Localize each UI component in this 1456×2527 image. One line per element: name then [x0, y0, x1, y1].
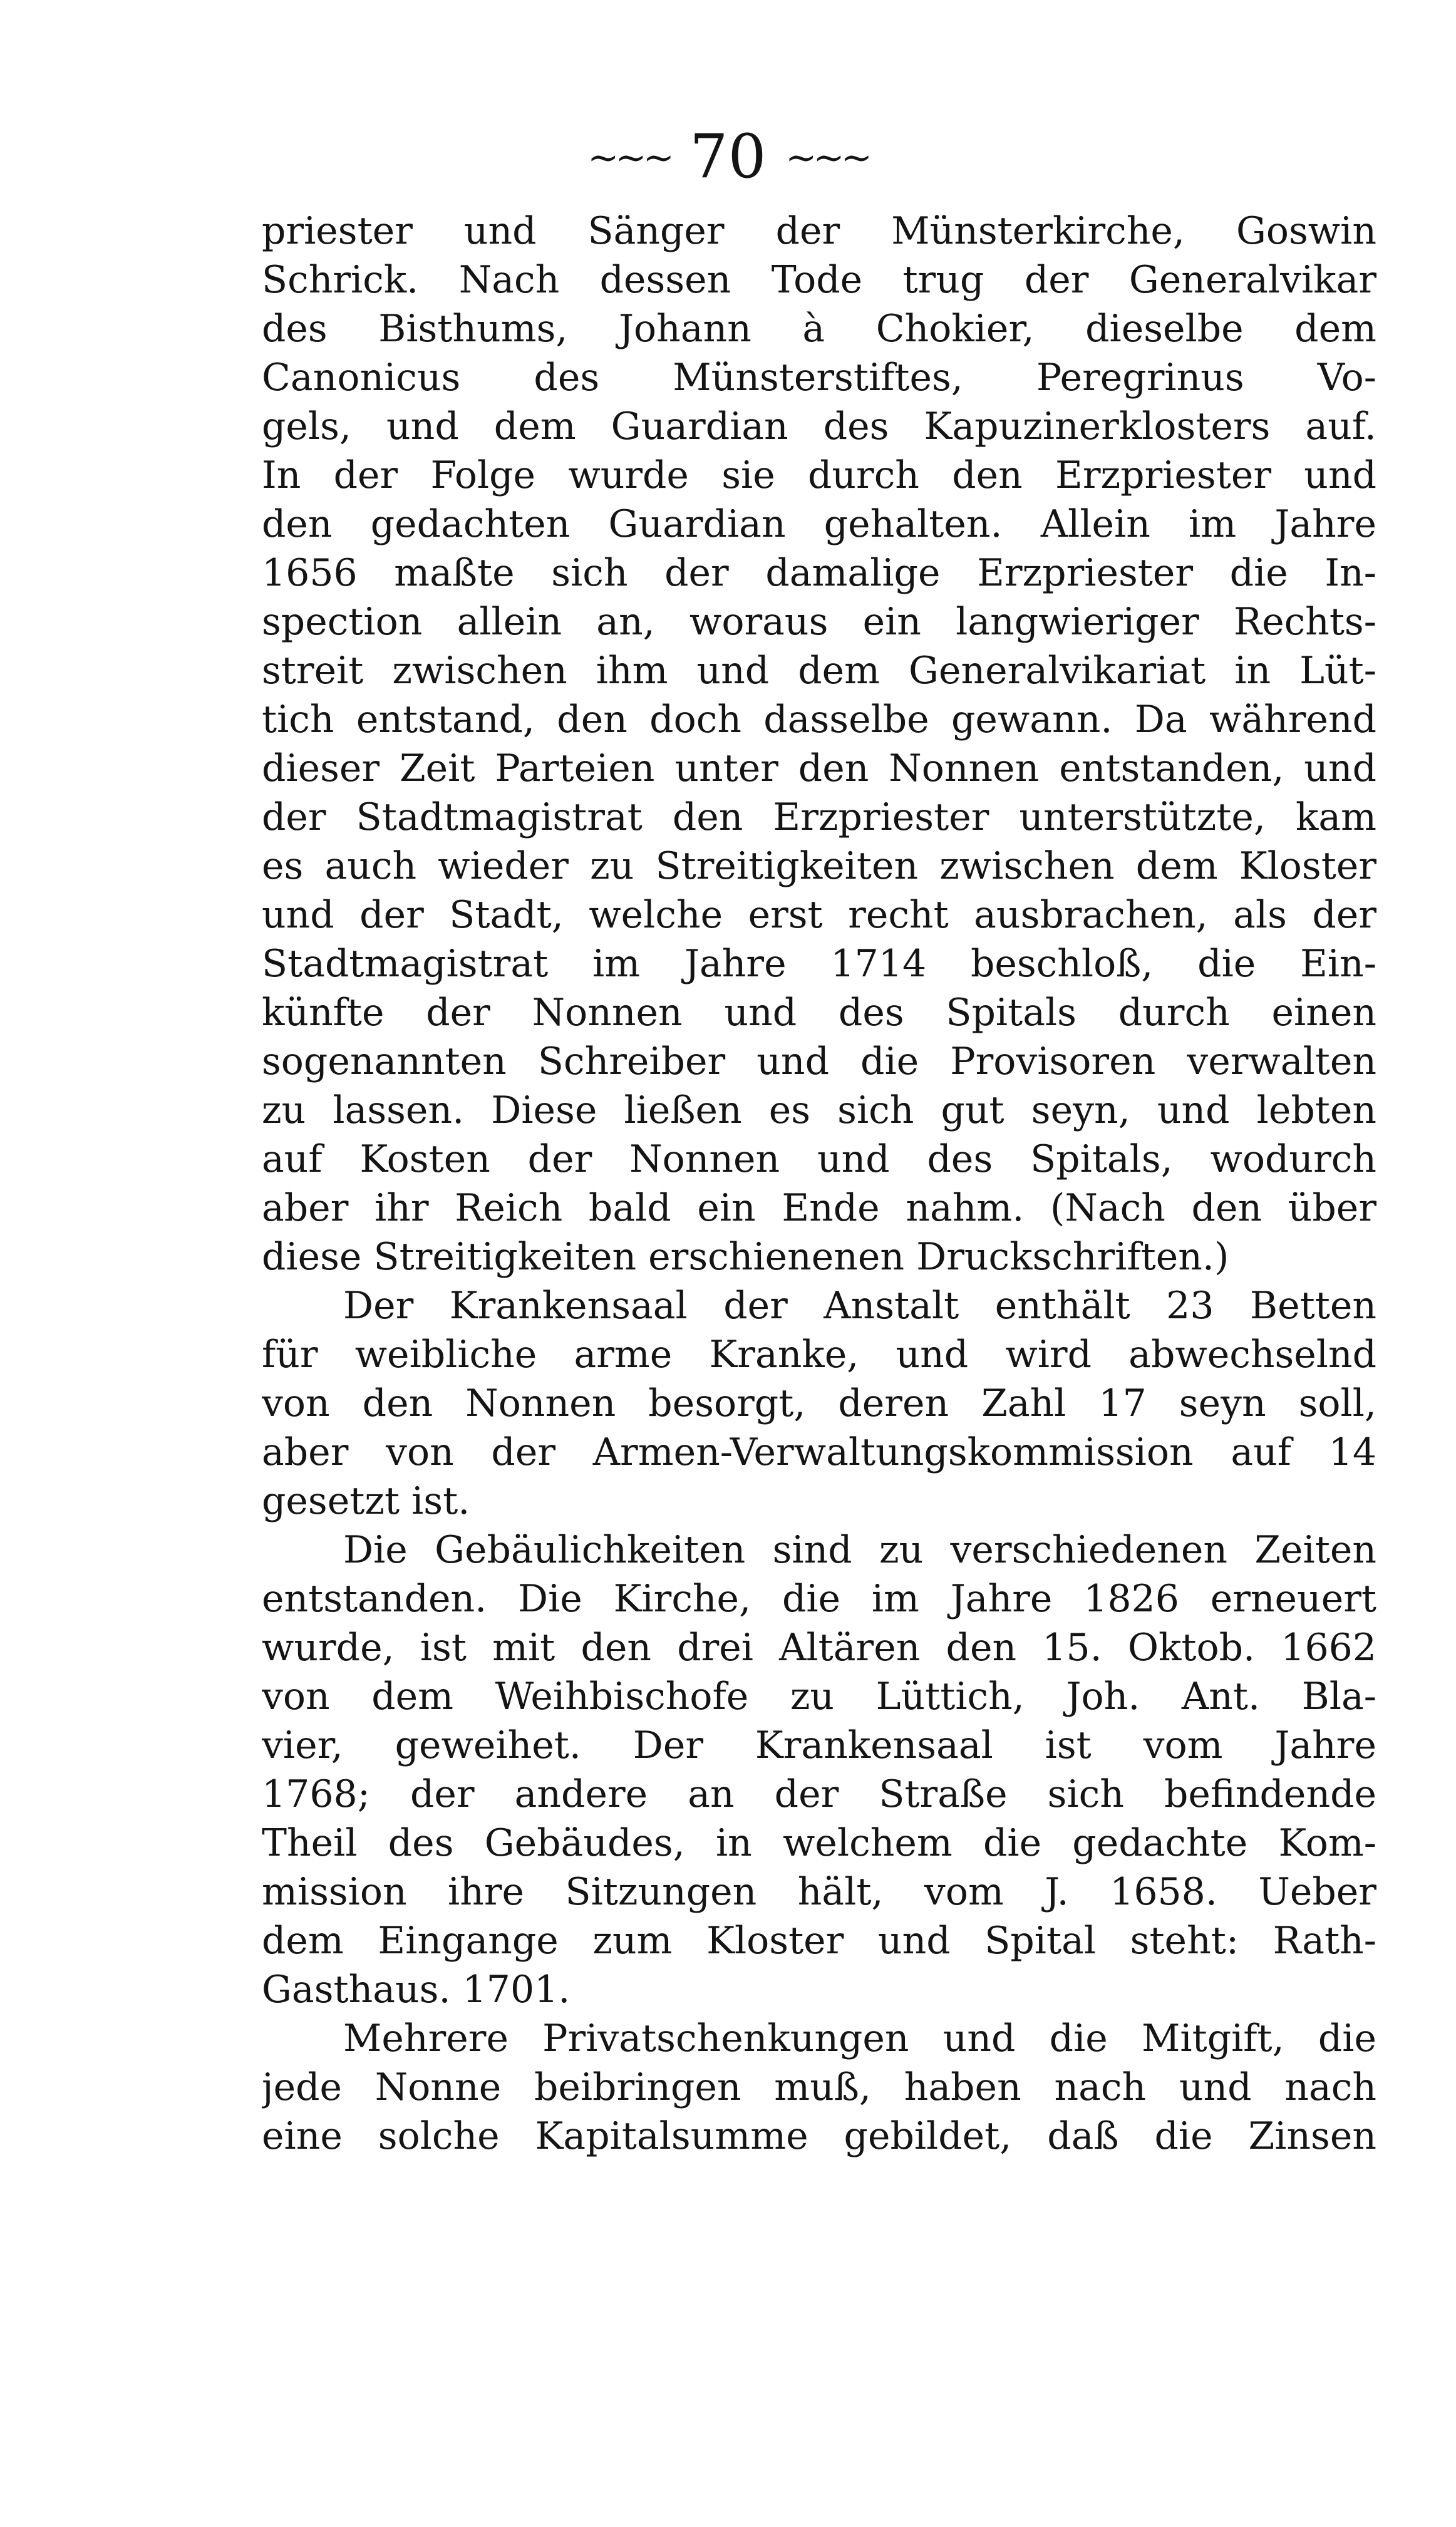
text-line: künfte der Nonnen und des Spitals durch einen — [262, 991, 1376, 1035]
text-line: jede Nonne beibringen muß, haben nach und nach — [262, 2065, 1376, 2109]
text-line: zu lassen. Diese ließen es sich gut seyn, und lebten — [262, 1088, 1376, 1132]
text-line: Theil des Gebäudes, in welchem die gedachte Kom- — [262, 1821, 1376, 1865]
text-line: sogenannten Schreiber und die Provisoren verwalten — [262, 1040, 1376, 1083]
text-line: priester und Sänger der Münsterkirche, Goswin — [262, 209, 1376, 253]
text-line: von den Nonnen besorgt, deren Zahl 17 seyn soll, — [262, 1382, 1376, 1425]
text-line: Canonicus des Münsterstiftes, Peregrinus Vo- — [262, 356, 1376, 400]
text-line: spection allein an, woraus ein langwieriger Rechts- — [262, 600, 1376, 644]
text-line: Schrick. Nach dessen Tode trug der Generalvikar — [262, 258, 1376, 302]
text-line: vier, geweihet. Der Krankensaal ist vom Jahre — [262, 1723, 1376, 1767]
text-line: Mehrere Privatschenkungen und die Mitgift, die — [343, 2017, 1376, 2060]
text-line: Stadtmagistrat im Jahre 1714 beschloß, die Ein- — [262, 942, 1376, 986]
text-line: streit zwischen ihm und dem Generalvikariat in Lüt- — [262, 649, 1376, 693]
body-text — [262, 207, 1376, 2161]
text-line: diese Streitigkeiten erschienenen Druckschriften.) — [262, 1235, 1229, 1279]
text-line: aber ihr Reich bald ein Ende nahm. (Nach den über — [262, 1186, 1376, 1230]
text-line: und der Stadt, welche erst recht ausbrachen, als der — [262, 893, 1376, 937]
text-line: für weibliche arme Kranke, und wird abwechselnd — [262, 1333, 1376, 1377]
text-line: auf Kosten der Nonnen und des Spitals, wodurch — [262, 1137, 1376, 1181]
text-line: des Bisthums, Johann à Chokier, dieselbe dem — [262, 307, 1376, 351]
text-line: der Stadtmagistrat den Erzpriester unterstützte, kam — [262, 795, 1376, 839]
text-line: Der Krankensaal der Anstalt enthält 23 Betten — [343, 1284, 1376, 1328]
ornament-right: ~~~ — [785, 136, 869, 180]
text-line: entstanden. Die Kirche, die im Jahre 1826 erneuert — [262, 1577, 1376, 1621]
text-line: mission ihre Sitzungen hält, vom J. 1658. Ueber — [262, 1870, 1376, 1914]
text-line: 1656 maßte sich der damalige Erzpriester die In- — [262, 551, 1376, 595]
text-line: dieser Zeit Parteien unter den Nonnen entstanden, und — [262, 747, 1376, 790]
ornament-left: ~~~ — [587, 136, 671, 180]
text-line: gels, und dem Guardian des Kapuzinerklosters auf. — [262, 405, 1376, 448]
text-line: wurde, ist mit den drei Altären den 15. Oktob. 1662 — [262, 1626, 1376, 1670]
text-line: 1768; der andere an der Straße sich befindende — [262, 1772, 1376, 1816]
text-line: von dem Weihbischofe zu Lüttich, Joh. Ant. Bla- — [262, 1675, 1376, 1718]
page-header — [0, 122, 1456, 196]
text-line: tich entstand, den doch dasselbe gewann. Da während — [262, 698, 1376, 742]
text-line: eine solche Kapitalsumme gebildet, daß die Zinsen — [262, 2114, 1376, 2158]
text-line: Die Gebäulichkeiten sind zu verschiedenen Zeiten — [343, 1528, 1376, 1572]
text-line: gesetzt ist. — [262, 1479, 470, 1523]
text-line: In der Folge wurde sie durch den Erzpriester und — [262, 453, 1376, 497]
text-line: den gedachten Guardian gehalten. Allein im Jahre — [262, 502, 1376, 546]
text-line: es auch wieder zu Streitigkeiten zwischen dem Kloster — [262, 844, 1376, 888]
text-line: Gasthaus. 1701. — [262, 1968, 571, 2012]
page-number: 70 — [689, 121, 767, 192]
text-line: dem Eingange zum Kloster und Spital steht: Rath- — [262, 1919, 1376, 1963]
text-line: aber von der Armen-Verwaltungskommission auf 14 — [262, 1430, 1376, 1474]
